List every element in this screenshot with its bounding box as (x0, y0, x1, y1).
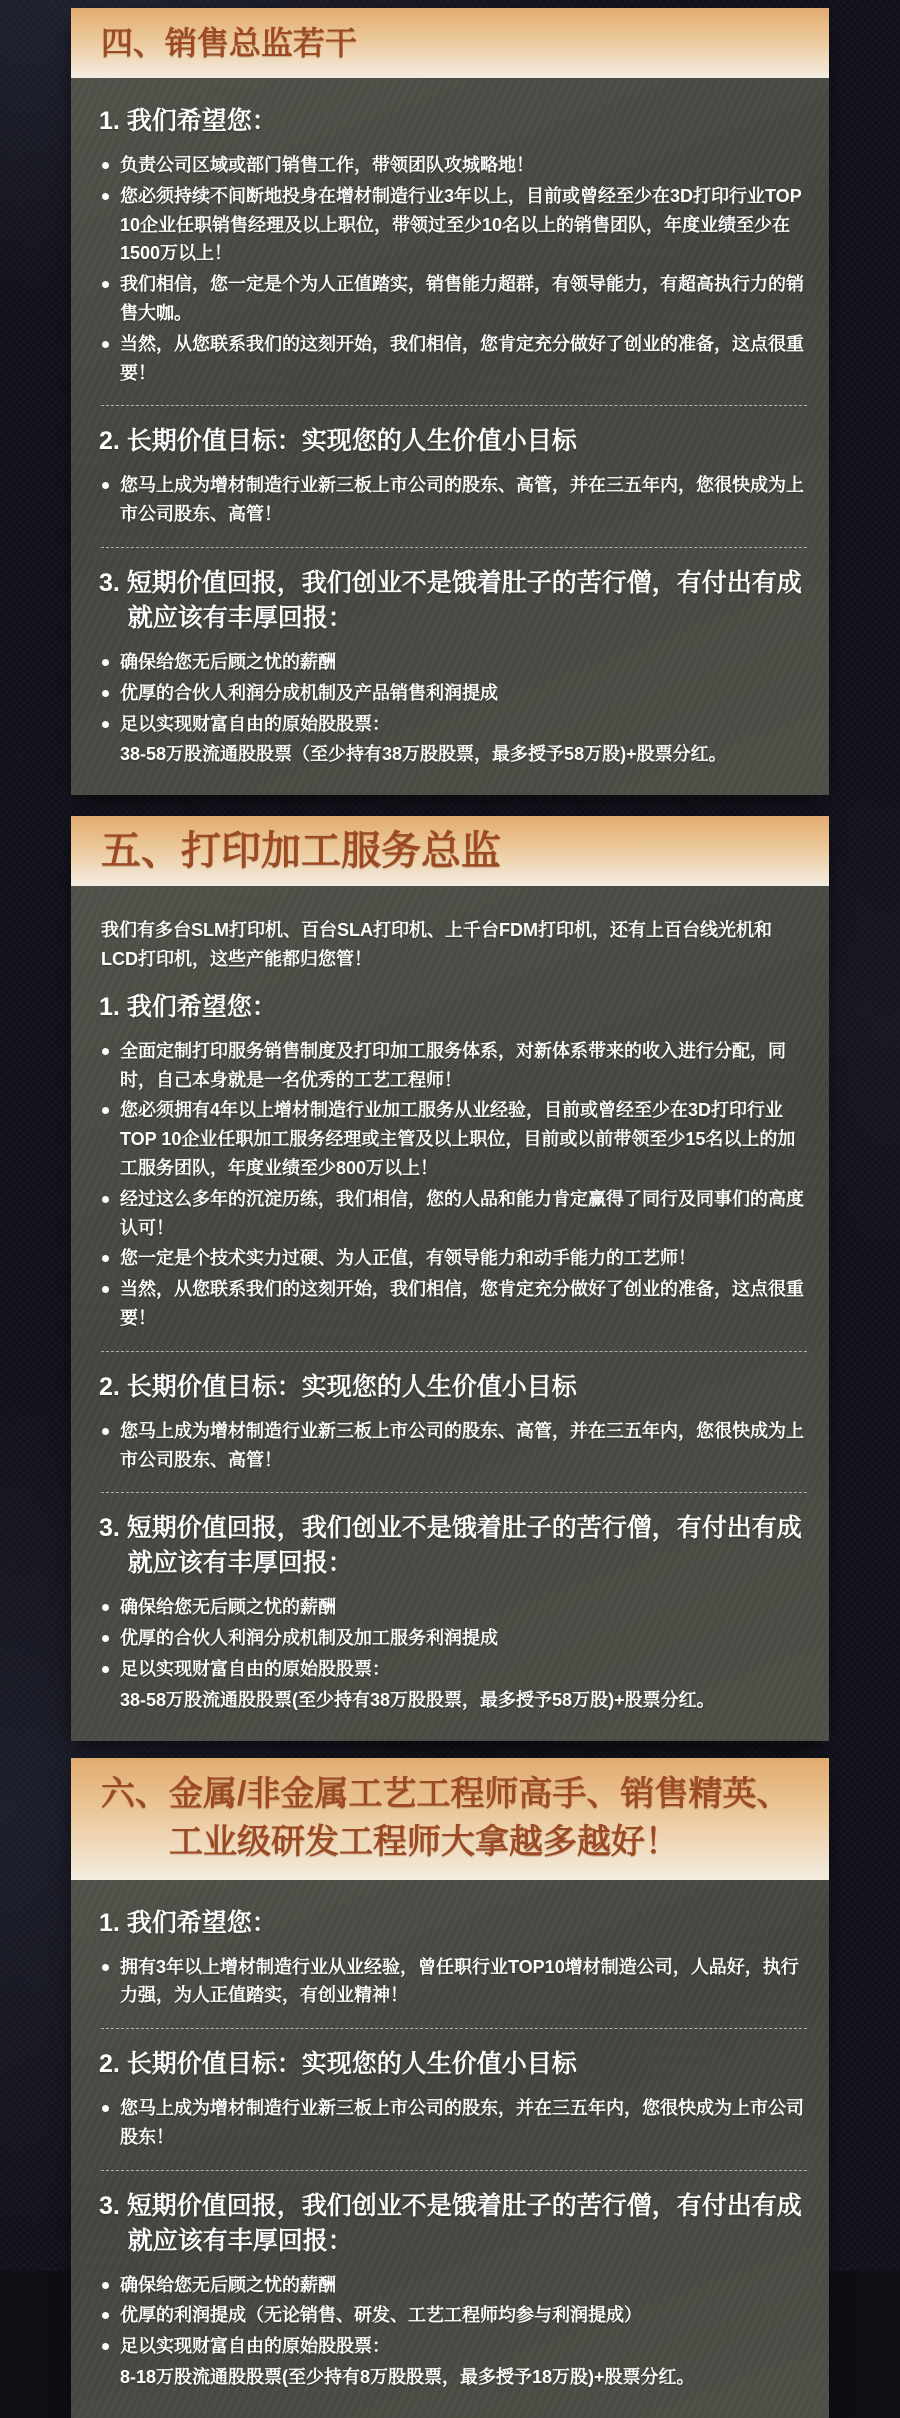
card-body (71, 1880, 829, 2418)
section-heading: 3. 短期价值回报，我们创业不是饿着肚子的苦行僧，有付出有成 就应该有丰厚回报： (99, 568, 802, 632)
dashed-divider (101, 405, 807, 406)
bullet-item: 当然，从您联系我们的这刻开始，我们相信，您肯定充分做好了创业的准备，这点很重要！ (99, 330, 809, 388)
card-title (101, 823, 799, 879)
bullet-item: 优厚的利润提成（无论销售、研发、工艺工程师均参与利润提成） (99, 2301, 809, 2330)
section-heading: 2. 长期价值目标：实现您的人生价值小目标 (99, 2050, 577, 2079)
dashed-divider (101, 2170, 807, 2171)
bullet-item: 确保给您无后顾之忧的薪酬 (99, 648, 809, 677)
card-body (71, 78, 829, 795)
bullet-item: 足以实现财富自由的原始股股票： (99, 710, 809, 739)
bullet-item: 确保给您无后顾之忧的薪酬 (99, 2271, 809, 2300)
bullet-list (99, 1593, 809, 1683)
dashed-divider (101, 1492, 807, 1493)
section-heading: 3. 短期价值回报，我们创业不是饿着肚子的苦行僧，有付出有成 就应该有丰厚回报： (99, 2191, 802, 2255)
bullet-item: 您必须拥有4年以上增材制造行业加工服务从业经验，目前或曾经至少在3D打印行业TOP 10企业任职加工服务经理或主管及以上职位，目前或以前带领至少15名以上的加工服务团队，年度业绩至少800万以上！ (99, 1096, 809, 1182)
bullet-item: 您必须持续不间断地投身在增材制造行业3年以上，目前或曾经至少在3D打印行业TOP 10企业任职销售经理及以上职位，带领过至少10名以上的销售团队，年度业绩至少在1500万以上！ (99, 182, 809, 268)
bullet-item: 优厚的合伙人利润分成机制及产品销售利润提成 (99, 679, 809, 708)
bullet-item: 我们相信，您一定是个为人正值踏实，销售能力超群，有领导能力，有超高执行力的销售大咖。 (99, 270, 809, 328)
section-heading: 2. 长期价值目标：实现您的人生价值小目标 (99, 427, 577, 456)
card-title (101, 1771, 799, 1866)
bullet-item: 足以实现财富自由的原始股股票： (99, 2332, 809, 2361)
section-heading: 1. 我们希望您： (99, 992, 277, 1021)
bullet-list (99, 1417, 809, 1475)
bullet-item: 您马上成为增材制造行业新三板上市公司的股东、高管，并在三五年内，您很快成为上市公司股东、高管！ (99, 471, 809, 529)
card-intro: 我们有多台SLM打印机、百台SLA打印机、上千台FDM打印机，还有上百台线光机和LCD打印机，这些产能都归您管！ (101, 920, 772, 969)
card-header (71, 1758, 829, 1880)
card-print-service-director (71, 816, 829, 1740)
bullet-list (99, 2271, 809, 2361)
bullet-item: 当然，从您联系我们的这刻开始，我们相信，您肯定充分做好了创业的准备，这点很重要！ (99, 1275, 809, 1333)
bullet-item: 经过这么多年的沉淀历练，我们相信，您的人品和能力肯定赢得了同行及同事们的高度认可！ (99, 1185, 809, 1243)
card-header (71, 816, 829, 886)
bullet-item: 全面定制打印服务销售制度及打印加工服务体系，对新体系带来的收入进行分配，同时，自己本身就是一名优秀的工艺工程师！ (99, 1037, 809, 1095)
bullet-list (99, 1953, 809, 2011)
stock-note: 38-58万股流通股股票(至少持有38万股股票，最多授予58万股)+股票分红。 (120, 1689, 715, 1710)
bullet-item: 您马上成为增材制造行业新三板上市公司的股东，并在三五年内，您很快成为上市公司股东！ (99, 2094, 809, 2152)
bullet-list (99, 648, 809, 738)
section-heading: 1. 我们希望您： (99, 1908, 277, 1937)
card-engineers-recruiting (71, 1758, 829, 2418)
bullet-item: 足以实现财富自由的原始股股票： (99, 1655, 809, 1684)
bullet-list (99, 2094, 809, 2152)
dashed-divider (101, 1351, 807, 1352)
dashed-divider (101, 547, 807, 548)
card-sales-director (71, 8, 829, 795)
stock-note: 38-58万股流通股股票（至少持有38万股股票，最多授予58万股)+股票分红。 (120, 744, 727, 765)
section-heading: 3. 短期价值回报，我们创业不是饿着肚子的苦行僧，有付出有成 就应该有丰厚回报： (99, 1514, 802, 1578)
bullet-item: 拥有3年以上增材制造行业从业经验，曾任职行业TOP10增材制造公司，人品好，执行力强，为人正值踏实，有创业精神！ (99, 1953, 809, 2011)
card-title-line: 六、金属/非金属工艺工程师高手、销售精英、 (101, 1774, 791, 1813)
bullet-item: 优厚的合伙人利润分成机制及加工服务利润提成 (99, 1624, 809, 1653)
bullet-item: 确保给您无后顾之忧的薪酬 (99, 1593, 809, 1622)
bullet-item: 您马上成为增材制造行业新三板上市公司的股东、高管，并在三五年内，您很快成为上市公司股东、高管！ (99, 1417, 809, 1475)
card-body (71, 886, 829, 1740)
bullet-item: 您一定是个技术实力过硬、为人正值，有领导能力和动手能力的工艺师！ (99, 1244, 809, 1273)
section-heading: 2. 长期价值目标：实现您的人生价值小目标 (99, 1372, 577, 1401)
card-title-line: 五、打印加工服务总监 (101, 829, 501, 874)
section-heading: 1. 我们希望您： (99, 107, 277, 135)
bullet-list (99, 151, 809, 387)
card-title-line: 工业级研发工程师大拿越多越好！ (169, 1822, 679, 1861)
dashed-divider (101, 2028, 807, 2029)
card-title-line: 四、销售总监若干 (101, 24, 358, 61)
card-title (101, 21, 799, 66)
stock-note: 8-18万股流通股股票(至少持有8万股股票，最多授予18万股)+股票分红。 (120, 2367, 695, 2388)
bullet-item: 负责公司区域或部门销售工作，带领团队攻城略地！ (99, 151, 809, 180)
bullet-list (99, 471, 809, 529)
bullet-list (99, 1037, 809, 1333)
card-header (71, 8, 829, 78)
